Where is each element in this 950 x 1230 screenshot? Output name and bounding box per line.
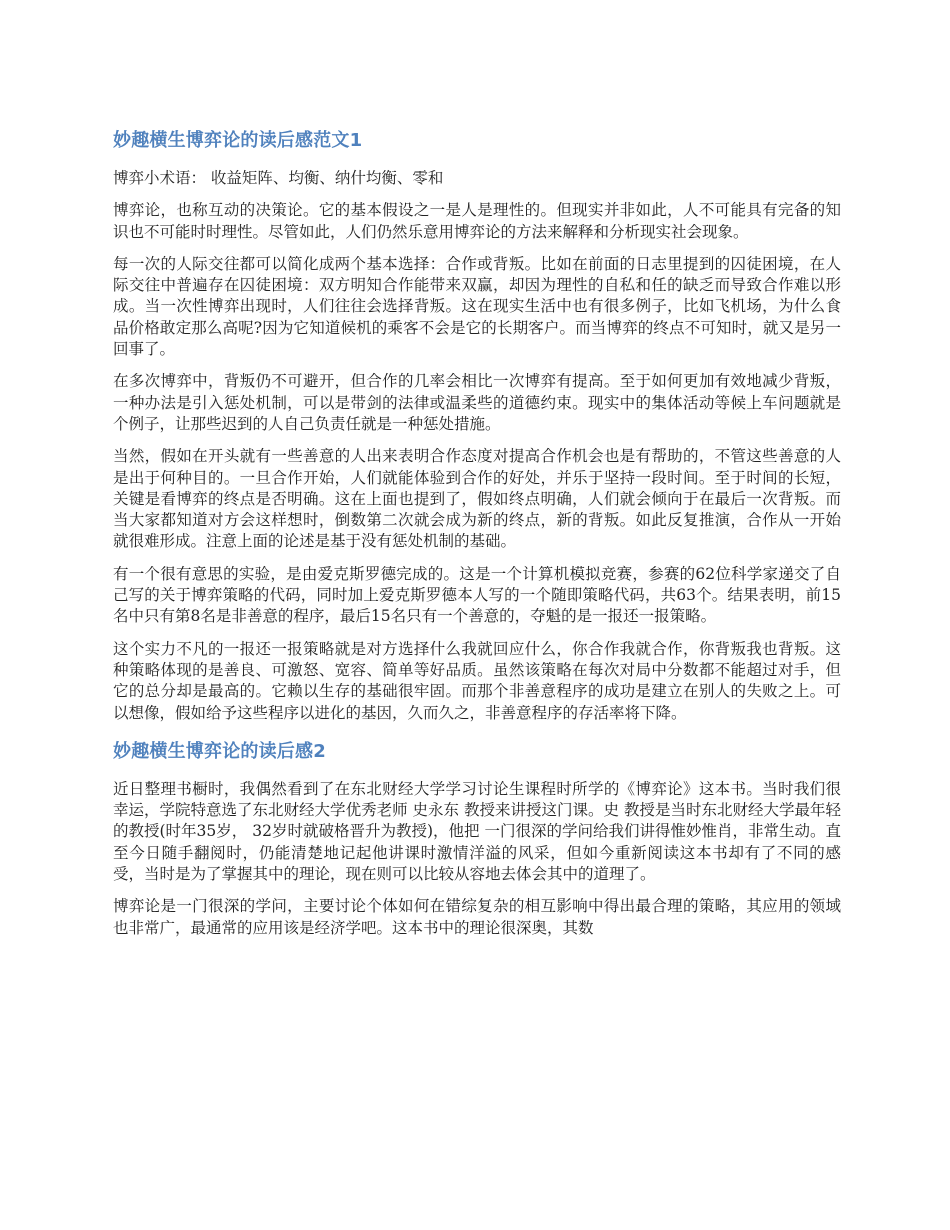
document-page [113,124,841,950]
section-heading-2: 妙趣横生博弈论的读后感2 [113,740,326,762]
paragraph: 这个实力不凡的一报还一报策略就是对方选择什么我就回应什么，你合作我就合作，你背叛我也背叛。这种策略体现的是善良、可激怒、宽容、简单等好品质。虽然该策略在每次对局中分数都不能超过对手，但它的总分却是最高的。它赖以生存的基础很牢固。而那个非善意程序的成功是建立在别人的失败之上。可以想像，假如给予这些程序以进化的基因，久而久之，非善意程序的存活率将下降。 [113,639,841,722]
paragraph: 博弈论是一门很深的学问，主要讨论个体如何在错综复杂的相互影响中得出最合理的策略，其应用的领域也非常广，最通常的应用该是经济学吧。这本书中的理论很深奥，其数 [113,897,841,937]
paragraph: 博弈小术语： 收益矩阵、均衡、纳什均衡、零和 [113,169,444,187]
paragraph: 有一个很有意思的实验，是由爱克斯罗德完成的。这是一个计算机模拟竞赛，参赛的62位科学家递交了自己写的关于博弈策略的代码，同时加上爱克斯罗德本人写的一个随即策略代码，共63个。结果表明，前15名中只有第8名是非善意的程序，最后15名只有一个善意的，夺魁的是一报还一报策略。 [113,564,841,626]
paragraph: 每一次的人际交往都可以简化成两个基本选择：合作或背叛。比如在前面的日志里提到的囚徒困境，在人际交往中普遍存在囚徒困境：双方明知合作能带来双赢，却因为理性的自私和任的缺乏而导致合作难以形成。当一次性博弈出现时，人们往往会选择背叛。这在现实生活中也有很多例子，比如飞机场，为什么食品价格敢定那么高呢?因为它知道候机的乘客不会是它的长期客户。而当博弈的终点不可知时，就又是另一回事了。 [113,254,841,359]
paragraph: 近日整理书橱时，我偶然看到了在东北财经大学学习讨论生课程时所学的《博弈论》这本书。当时我们很幸运，学院特意选了东北财经大学优秀老师 史永东 教授来讲授这门课。史 教授是当时东北财经大学最年轻的教授(时年35岁， 32岁时就破格晋升为教授)，他把 一门很深的学问给我们讲得惟妙惟肖，非常生动。直至今日随手翻阅时，仍能清楚地记起他讲课时激情洋溢的风采，但如今重新阅读这本书却有了不同的感受，当时是为了掌握其中的理论，现在则可以比较从容地去体会其中的道理了。 [113,779,841,884]
paragraph: 当然，假如在开头就有一些善意的人出来表明合作态度对提高合作机会也是有帮助的，不管这些善意的人是出于何种目的。一旦合作开始，人们就能体验到合作的好处，并乐于坚持一段时间。至于时间的长短，关键是看博弈的终点是否明确。这在上面也提到了，假如终点明确，人们就会倾向于在最后一次背叛。而当大家都知道对方会这样想时，倒数第二次就会成为新的终点，新的背叛。如此反复推演，合作从一开始就很难形成。注意上面的论述是基于没有惩处机制的基础。 [113,447,841,551]
paragraph: 在多次博弈中，背叛仍不可避开，但合作的几率会相比一次博弈有提高。至于如何更加有效地减少背叛，一种办法是引入惩处机制，可以是带剑的法律或温柔些的道德约束。现实中的集体活动等候上车问题就是个例子，让那些迟到的人自己负责任就是一种惩处措施。 [113,372,841,433]
section-heading-1: 妙趣横生博弈论的读后感范文1 [113,130,363,151]
paragraph: 博弈论，也称互动的决策论。它的基本假设之一是人是理性的。但现实并非如此，人不可能具有完备的知识也不可能时时理性。尽管如此，人们仍然乐意用博弈论的方法来解释和分析现实社会现象。 [113,201,841,241]
